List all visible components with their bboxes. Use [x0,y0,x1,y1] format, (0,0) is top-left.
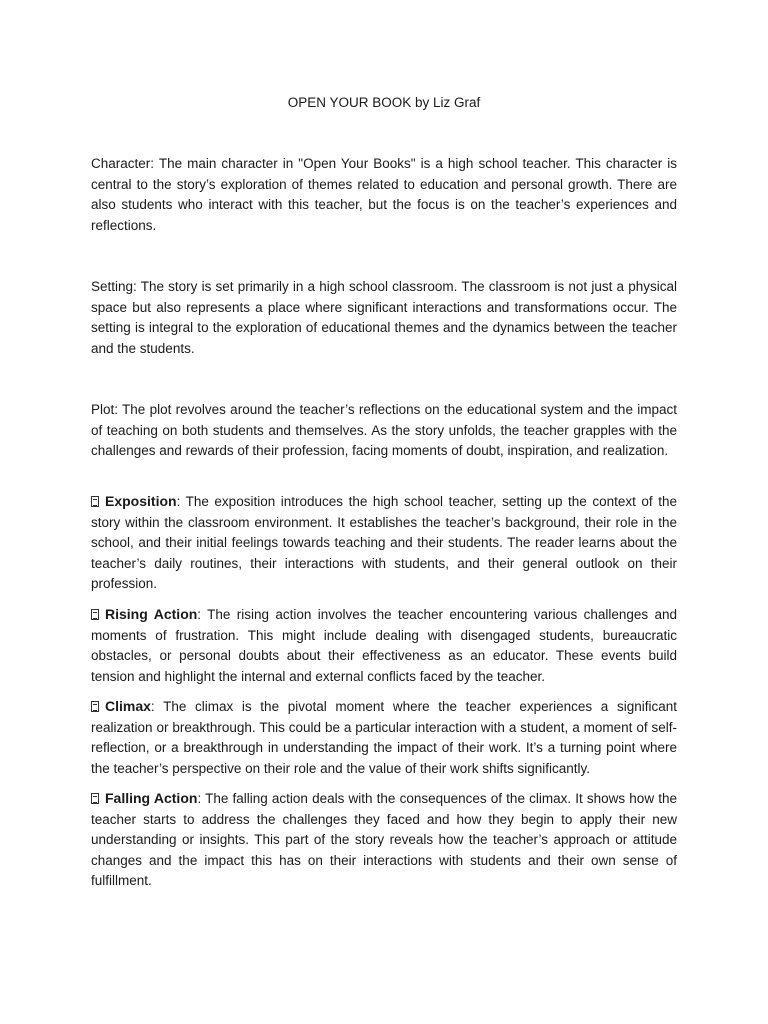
plot-element-term: Exposition [105,493,177,509]
plot-element-text: : The rising action involves the teacher encountering various challenges and moments of frustration. This might include dealing with disengaged students, bureaucratic obstacles, or personal doubts about their effectiveness as an educator. These events build tension and highlight the internal and external conflicts faced by the teacher. [91,607,677,684]
plot-element-text: : The exposition introduces the high school teacher, setting up the context of the story within the classroom environment. It establishes the teacher’s background, their role in the school, and their initial feelings towards teaching and their students. The reader learns about the teacher’s daily routines, their interactions with students, and their general outlook on their profession. [91,494,677,591]
plot-element-text: : The climax is the pivotal moment where the teacher experiences a significant realization or breakthrough. This could be a particular interaction with a student, a moment of self-reflection, or a breakthrough in understanding the impact of their work. It’s a turning point where the teacher’s perspective on their role and the value of their work shifts significantly. [91,699,677,776]
plot-element-term: Falling Action [105,790,198,806]
plot-paragraph: Plot: The plot revolves around the teacher’s reflections on the educational system and the impact of teaching on both students and themselves. As the story unfolds, the teacher grapples with the challenges and rewards of their profession, facing moments of doubt, inspiration, and realization. [91,402,677,458]
plot-element-term: Climax [105,698,151,714]
character-paragraph: Character: The main character in "Open Your Books" is a high school teacher. This character is central to the story’s exploration of themes related to education and personal growth. There are also students who interact with this teacher, but the focus is on the teacher’s experiences and reflections. [91,156,677,233]
bullet-glyph-icon [91,793,99,804]
bullet-glyph-icon [91,609,99,620]
plot-element-climax [91,696,677,779]
plot-element-text: : The falling action deals with the consequences of the climax. It shows how the teacher starts to address the challenges they faced and how they begin to apply their new understanding or insights. This part of the story reveals how the teacher’s approach or attitude changes and the impact this has on their interactions with students and their own sense of fulfillment. [91,791,677,888]
document-title: OPEN YOUR BOOK by Liz Graf [287,95,481,110]
setting-paragraph: Setting: The story is set primarily in a high school classroom. The classroom is not just a physical space but also represents a place where significant interactions and transformations occur. The setting is integral to the exploration of educational themes and the dynamics between the teacher and the students. [91,279,677,356]
plot-element-falling-action [91,788,677,892]
bullet-glyph-icon [91,496,99,507]
plot-element-term: Rising Action [105,606,198,622]
plot-element-exposition [91,491,677,595]
plot-element-rising-action [91,604,677,687]
bullet-glyph-icon [91,701,99,712]
